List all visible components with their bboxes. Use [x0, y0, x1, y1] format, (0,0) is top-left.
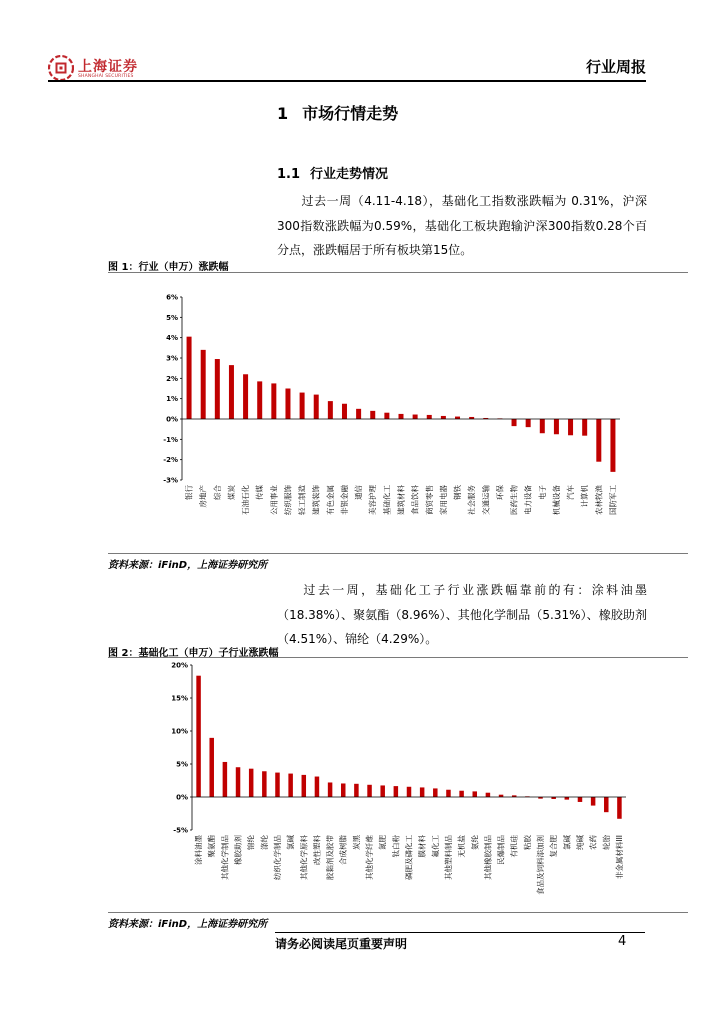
bar — [441, 416, 446, 419]
figure2-bottom-rule — [108, 912, 688, 913]
bar — [229, 365, 234, 419]
category-label: 胶黏剂及胶带 — [325, 835, 335, 880]
bar — [314, 395, 319, 419]
category-label: 环保 — [495, 485, 505, 500]
category-label: 银行 — [184, 485, 194, 500]
logo-emblem-icon — [48, 55, 74, 81]
subsection-title: 行业走势情况 — [310, 167, 389, 182]
category-label: 食品饮料 — [410, 485, 420, 515]
category-label: 轻工制造 — [297, 485, 307, 515]
bar — [341, 783, 346, 797]
category-label: 汽车 — [566, 485, 576, 500]
y-tick-label: -5% — [173, 826, 188, 835]
bar — [201, 350, 206, 419]
bar — [262, 771, 267, 797]
category-label: 其他化学纤维 — [365, 835, 375, 880]
category-label: 综合 — [212, 485, 222, 500]
subsection-number: 1.1 — [277, 167, 301, 182]
paragraph-subindustry: 过去一周，基础化工子行业涨跌幅靠前的有：涂料油墨（18.38%）、聚氨酯（8.96%）、其他化学制品（5.31%）、橡胶助剂（4.51%）、锦纶（4.29%）。 — [277, 583, 647, 646]
category-label: 交通运输 — [481, 485, 491, 515]
y-tick-label: 20% — [171, 661, 188, 670]
category-label: 氨纶 — [470, 835, 480, 850]
category-label: 美容护理 — [368, 485, 378, 515]
category-label: 建筑材料 — [396, 485, 406, 515]
bar — [354, 784, 359, 797]
bar — [459, 791, 464, 797]
bar — [473, 791, 478, 797]
footer-divider — [275, 932, 645, 933]
category-label: 公用事业 — [269, 485, 279, 515]
bar — [215, 359, 220, 419]
y-tick-label: 10% — [171, 727, 188, 736]
logo-subtitle: SHANGHAI SECURITIES — [78, 74, 134, 79]
subsection-heading — [277, 163, 388, 182]
bar — [328, 401, 333, 419]
figure1-bar-chart — [108, 280, 688, 550]
section-number: 1 — [277, 104, 289, 123]
bar — [249, 769, 254, 797]
bar — [300, 393, 305, 419]
bar — [610, 419, 615, 472]
bar — [288, 774, 293, 797]
category-label: 其他化学原料 — [299, 835, 309, 880]
category-label: 膜材料 — [417, 835, 427, 858]
y-tick-label: -1% — [163, 435, 178, 444]
bar — [275, 773, 280, 797]
y-tick-label: 3% — [166, 354, 178, 363]
category-label: 锦纶 — [246, 835, 256, 850]
category-label: 农林牧渔 — [594, 485, 604, 515]
category-label: 钢铁 — [453, 485, 463, 500]
y-tick-label: 1% — [166, 395, 178, 404]
category-label: 医药生物 — [509, 485, 519, 515]
bar — [236, 767, 241, 797]
category-label: 房地产 — [198, 485, 208, 508]
bar — [568, 419, 573, 435]
category-label: 橡胶助剂 — [233, 835, 243, 865]
category-label: 石油石化 — [241, 485, 251, 515]
figure2-source: 资料来源：iFinD，上海证券研究所 — [108, 919, 268, 930]
y-tick-label: -3% — [163, 476, 178, 485]
category-label: 其他塑料制品 — [443, 835, 453, 880]
category-label: 氟化工 — [430, 835, 440, 858]
footer-disclaimer: 请务必阅读尾页重要声明 — [275, 937, 408, 951]
category-label: 钛白粉 — [391, 835, 401, 858]
bar — [257, 381, 262, 419]
bar — [420, 787, 425, 797]
y-tick-label: 4% — [166, 334, 178, 343]
bar — [407, 787, 412, 797]
category-label: 炭黑 — [351, 835, 361, 850]
category-label: 复合肥 — [549, 835, 559, 858]
category-label: 农药 — [588, 835, 598, 850]
section-heading — [277, 101, 398, 124]
y-tick-label: 6% — [166, 293, 178, 302]
category-label: 机械设备 — [551, 485, 561, 515]
category-label: 改性塑料 — [312, 835, 322, 865]
bar — [399, 414, 404, 419]
bar — [413, 415, 418, 419]
bar — [356, 409, 361, 419]
category-label: 通信 — [354, 485, 364, 500]
bar — [486, 793, 491, 797]
bar — [427, 415, 432, 419]
bar — [370, 411, 375, 419]
category-label: 电子 — [537, 485, 547, 500]
figure1-bottom-rule — [108, 553, 688, 554]
figure1-top-rule — [108, 272, 688, 273]
logo-name: 上海证券 — [78, 59, 138, 75]
figure1-source: 资料来源：iFinD，上海证券研究所 — [108, 560, 268, 571]
category-label: 纯碱 — [575, 835, 585, 850]
report-type: 行业周报 — [585, 58, 646, 76]
category-label: 传媒 — [255, 485, 265, 500]
category-label: 其他橡胶制品 — [483, 835, 493, 880]
category-label: 国防军工 — [608, 485, 618, 515]
y-tick-label: 0% — [166, 415, 178, 424]
y-tick-label: 2% — [166, 374, 178, 383]
category-label: 纺织化学制品 — [272, 835, 282, 880]
category-label: 计算机 — [580, 485, 590, 508]
figure2-title: 图 2：基础化工（申万）子行业涨跌幅 — [108, 648, 279, 659]
category-label: 氯碱 — [286, 835, 296, 850]
category-label: 其他化学制品 — [220, 835, 230, 880]
bar — [554, 419, 559, 434]
y-tick-label: 5% — [176, 760, 188, 769]
category-label: 聚氨酯 — [207, 835, 217, 858]
bar — [394, 786, 399, 797]
bar — [209, 738, 214, 797]
category-label: 涤纶 — [259, 835, 269, 850]
category-label: 轮胎 — [601, 835, 611, 850]
figure2-bar-chart — [108, 658, 688, 910]
y-tick-label: 15% — [171, 694, 188, 703]
bar — [578, 797, 583, 802]
bar — [285, 389, 290, 420]
page-number: 4 — [618, 934, 627, 949]
y-tick-label: 0% — [176, 793, 188, 802]
bar — [243, 374, 248, 419]
category-label: 建筑装饰 — [311, 485, 321, 515]
bar — [367, 785, 372, 797]
category-label: 商贸零售 — [424, 485, 434, 515]
bar — [526, 419, 531, 427]
y-tick-label: -2% — [163, 456, 178, 465]
bar — [271, 383, 276, 419]
category-label: 有色金属 — [325, 485, 335, 515]
bar — [596, 419, 601, 462]
bar — [196, 676, 201, 797]
bar — [302, 775, 307, 797]
header-divider — [48, 80, 646, 82]
bar — [384, 413, 389, 419]
category-label: 氯碱 — [562, 835, 572, 850]
category-label: 基础化工 — [382, 485, 392, 515]
bar — [512, 419, 517, 426]
bar — [342, 404, 347, 419]
y-tick-label: 5% — [166, 313, 178, 322]
category-label: 社会服务 — [467, 485, 477, 515]
section-title: 市场行情走势 — [302, 104, 399, 123]
category-label: 合成树脂 — [338, 835, 348, 865]
category-label: 有机硅 — [509, 835, 519, 858]
bar — [328, 782, 333, 797]
category-label: 电力设备 — [523, 485, 533, 515]
bar — [604, 797, 609, 812]
bar — [380, 785, 385, 797]
category-label: 纺织服饰 — [283, 485, 293, 515]
category-label: 煤炭 — [226, 485, 236, 500]
bar — [582, 419, 587, 436]
category-label: 食品及饲料添加剂 — [536, 835, 546, 895]
company-logo — [48, 55, 158, 83]
category-label: 无机盐 — [457, 835, 467, 858]
bar — [617, 797, 622, 819]
bar — [446, 790, 451, 797]
figure1-title: 图 1：行业（申万）涨跌幅 — [108, 262, 229, 273]
category-label: 磷肥及磷化工 — [404, 835, 414, 880]
bar — [433, 788, 438, 797]
bar — [315, 777, 320, 797]
category-label: 粘胶 — [522, 835, 532, 850]
category-label: 涂料油墨 — [194, 835, 204, 865]
bar — [540, 419, 545, 433]
bar — [223, 762, 228, 797]
category-label: 民爆制品 — [496, 835, 506, 865]
category-label: 氮肥 — [378, 835, 388, 850]
paragraph-market-overview: 过去一周（4.11-4.18），基础化工指数涨跌幅为 0.31%，沪深300指数涨跌幅为0.59%，基础化工板块跑输沪深300指数0.28个百分点，涨跌幅居于所有板块第15位。 — [277, 194, 647, 257]
bar — [591, 797, 596, 806]
bar — [187, 337, 192, 419]
category-label: 家用电器 — [438, 485, 448, 515]
category-label: 非银金融 — [339, 485, 349, 515]
category-label: 非金属材料III — [614, 835, 624, 880]
